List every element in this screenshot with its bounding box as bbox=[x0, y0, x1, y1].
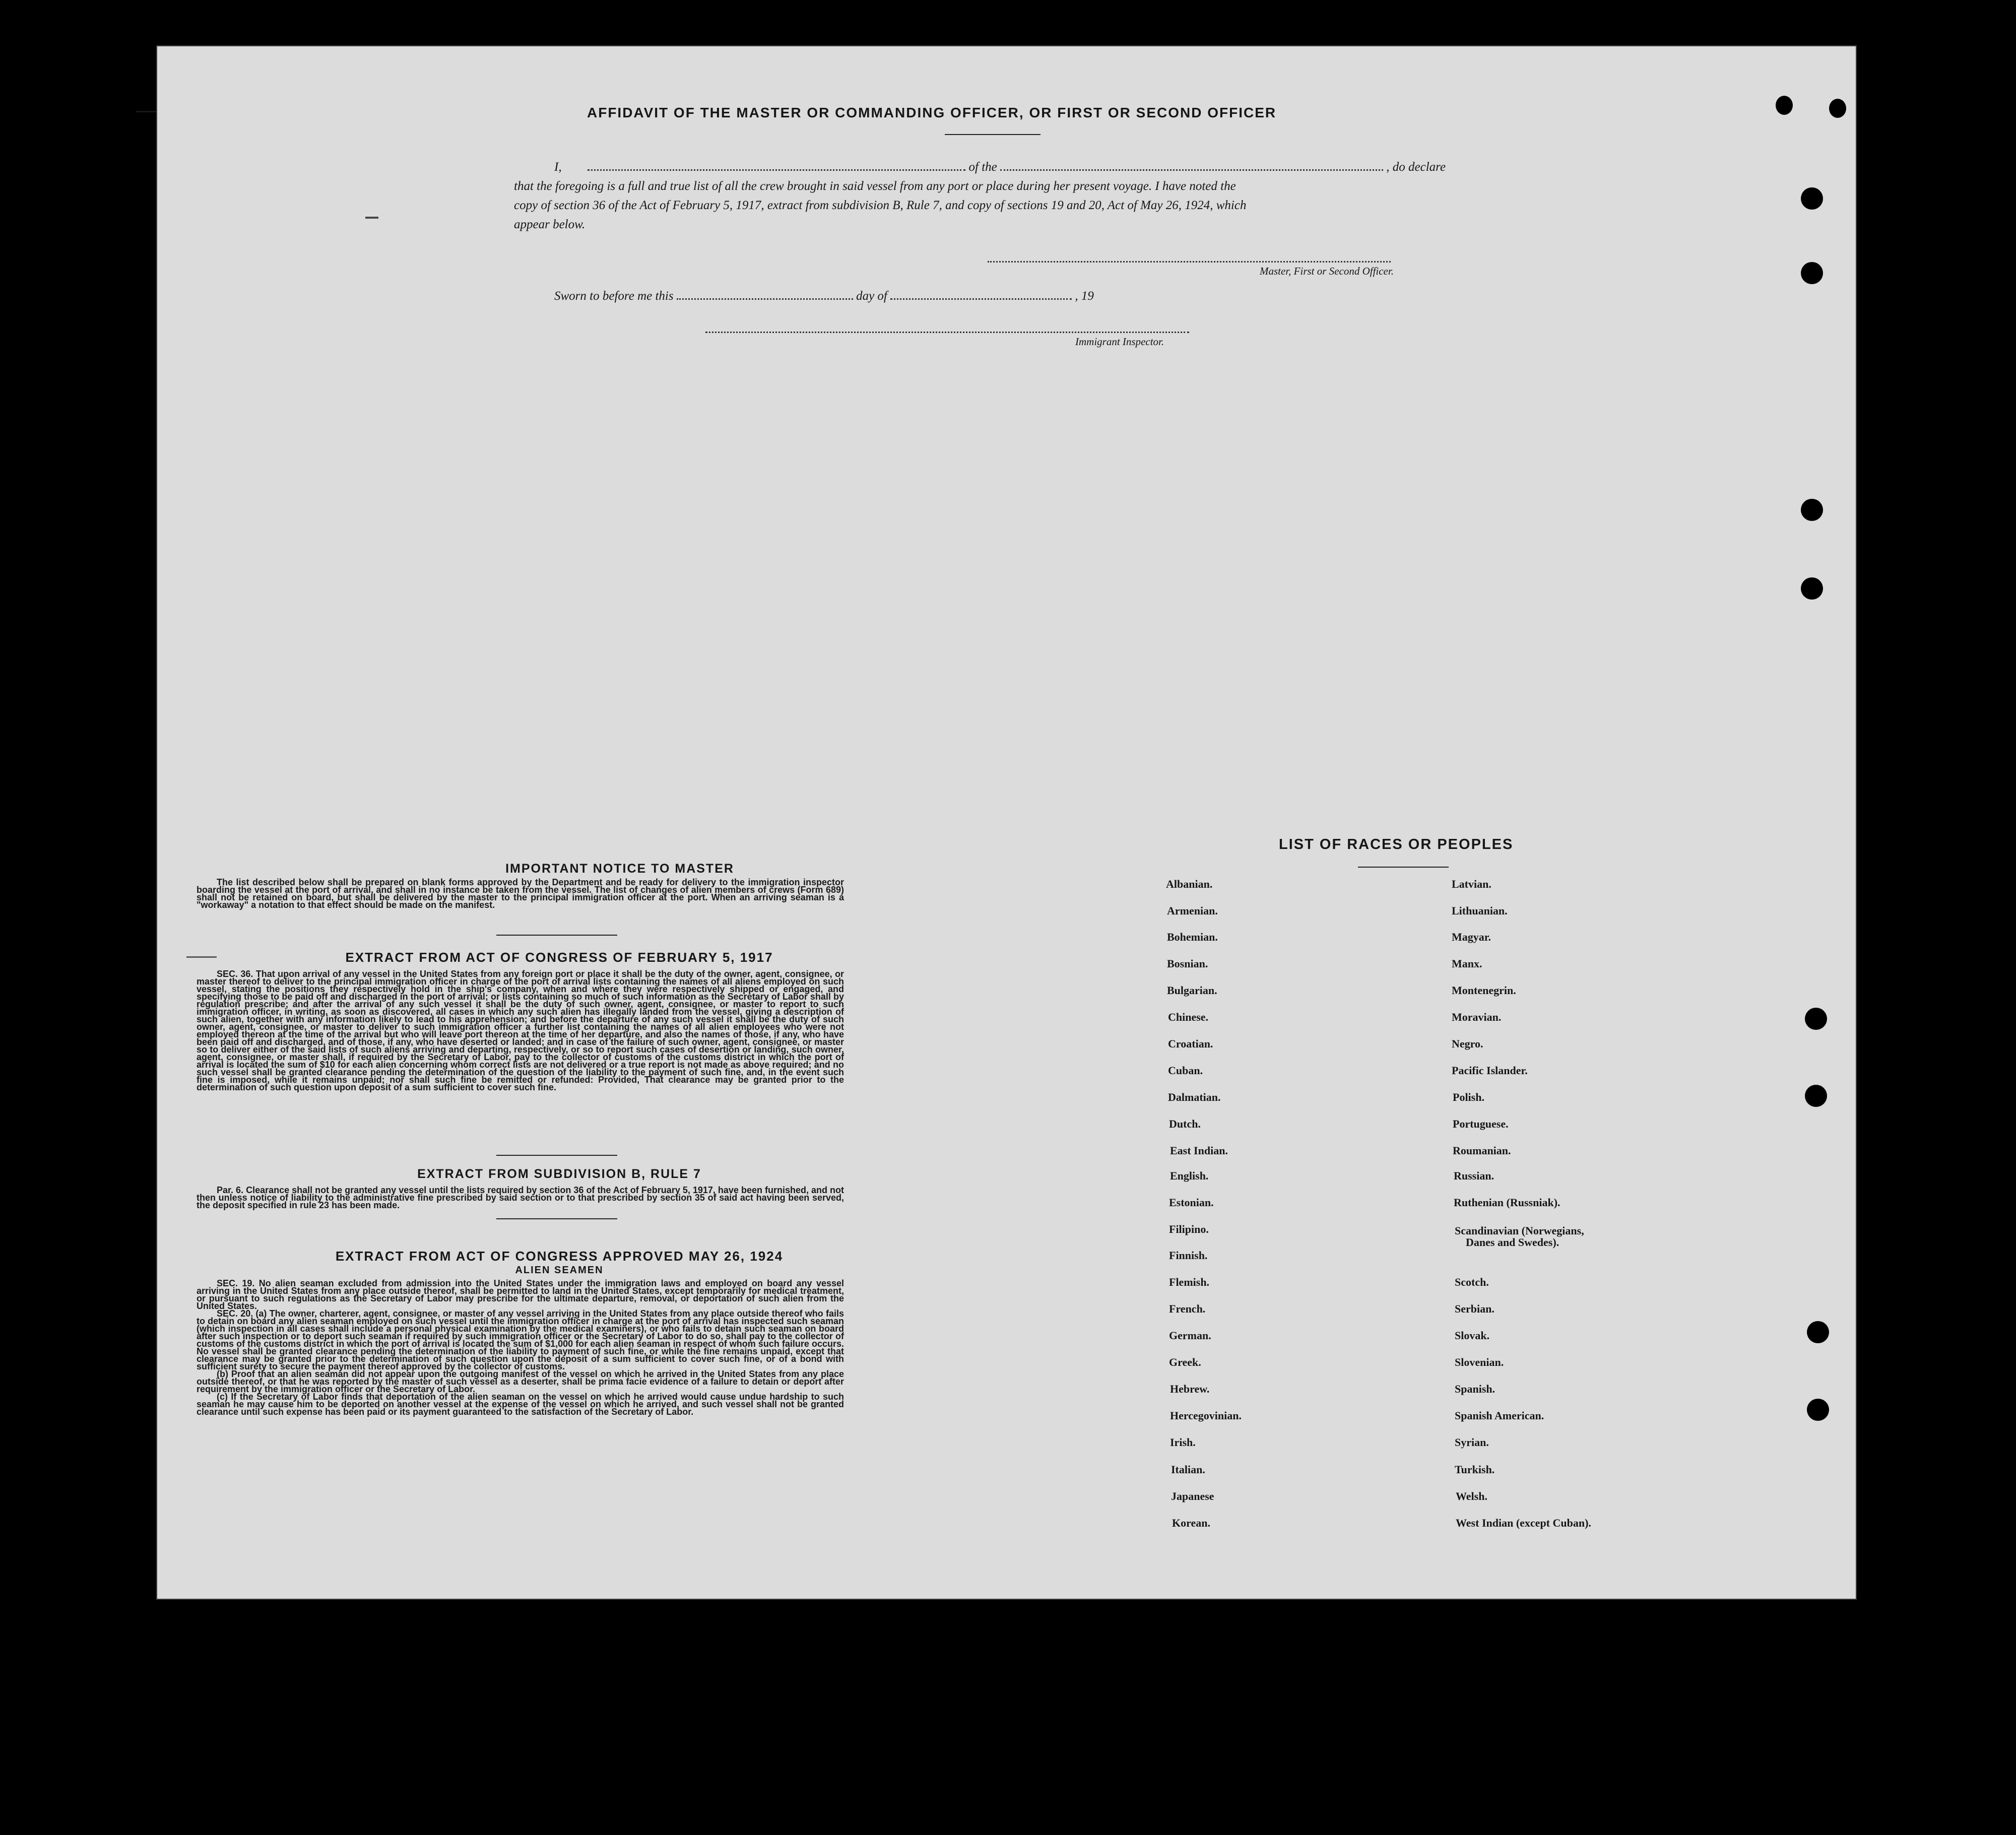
races-title: LIST OF RACES OR PEOPLES bbox=[1279, 836, 1514, 853]
race-left-10: Dutch. bbox=[1169, 1118, 1201, 1130]
race-right-9: Polish. bbox=[1453, 1091, 1484, 1103]
race-right-3: Magyar. bbox=[1452, 931, 1491, 943]
race-left-11: East Indian. bbox=[1170, 1144, 1228, 1157]
punch-hole bbox=[1805, 1085, 1827, 1107]
punch-hole bbox=[1801, 187, 1823, 210]
punch-hole bbox=[1829, 99, 1846, 118]
race-left-19: Greek. bbox=[1169, 1356, 1201, 1368]
extract-1924-body bbox=[197, 1280, 844, 1416]
form-page bbox=[156, 45, 1857, 1600]
race-left-6: Chinese. bbox=[1168, 1011, 1209, 1023]
race-right-1: Latvian. bbox=[1452, 878, 1491, 890]
race-right-4: Manx. bbox=[1452, 957, 1482, 970]
master-signature-caption: Master, First or Second Officer. bbox=[1260, 265, 1394, 277]
sworn-date-blank[interactable] bbox=[677, 298, 853, 300]
race-left-12: English. bbox=[1170, 1169, 1209, 1182]
affidavit-declare: , do declare bbox=[1386, 160, 1446, 174]
race-left-24: Japanese bbox=[1171, 1490, 1214, 1502]
affidavit-i: I, bbox=[554, 160, 562, 174]
rule7-title: EXTRACT FROM SUBDIVISION B, RULE 7 bbox=[417, 1167, 701, 1181]
stray-mark bbox=[136, 111, 156, 112]
race-right-18: Slovak. bbox=[1455, 1329, 1490, 1342]
affidavit-line-2: that the foregoing is a full and true list of all the crew brought in said vessel from any port or place during her present voyage. I have noted the bbox=[514, 179, 1236, 193]
sworn-day: day of bbox=[856, 289, 887, 303]
punch-hole bbox=[1807, 1321, 1829, 1343]
affidavit-title: AFFIDAVIT OF THE MASTER OR COMMANDING OFFICER, OR FIRST OR SECOND OFFICER bbox=[587, 105, 1277, 120]
extract-1924-title: EXTRACT FROM ACT OF CONGRESS APPROVED MAY 26, 1924 bbox=[335, 1249, 784, 1264]
rule7-rule bbox=[496, 1218, 617, 1219]
sec20a-text: SEC. 20. (a) The owner, charterer, agent, consignee, or master of any vessel arriving in the United States from any place outside thereof who fails to detain on board any alien seaman employed on such vessel until the immigration officer in charge at the port of arrival has inspected such seaman (which inspection in all cases shall include a personal physical examination by the medical examiners), or who fails to detain such seaman on board after such inspection or to deport such seaman if required by such immigration officer or the Secretary of Labor to do so, shall pay to the collector of customs of the customs district in which the port of arrival is located the sum of $1,000 for each alien seaman in respect of whom such failure occurs. No vessel shall be granted clearance pending the determination of the liability to payment of such fine, or while the fine remains unpaid, except that clearance may be granted prior to the determination of such question upon the deposit of a sum sufficient to cover such fine, or of a bond with sufficient surety to secure the payment thereof approved by the collector of customs. bbox=[197, 1308, 844, 1371]
race-left-15: Finnish. bbox=[1169, 1249, 1208, 1262]
affidavit-line-3: copy of section 36 of the Act of February 5, 1917, extract from subdivision B, Rule 7, and copy of sections 19 and 20, Act of May 26, 1924, which bbox=[514, 199, 1247, 212]
race-left-1: Albanian. bbox=[1166, 878, 1213, 890]
sec20b-text: (b) Proof that an alien seaman did not appear upon the outgoing manifest of the vessel on which he arrived in the United States from any place outside thereof, or that he was reported by the master of such vessel as a deserter, shall be prima facie evidence of a failure to detain or deport after requirement by the immigration officer or the Secretary of Labor. bbox=[197, 1369, 844, 1394]
race-right-25: West Indian (except Cuban). bbox=[1456, 1517, 1591, 1529]
sworn-month-blank[interactable] bbox=[890, 298, 1072, 300]
race-left-18: German. bbox=[1169, 1329, 1211, 1342]
punch-hole bbox=[1801, 577, 1823, 600]
race-left-13: Estonian. bbox=[1169, 1196, 1214, 1209]
race-right-22: Syrian. bbox=[1455, 1436, 1489, 1449]
race-right-10: Portuguese. bbox=[1453, 1118, 1509, 1130]
inspector-caption: Immigrant Inspector. bbox=[1075, 336, 1164, 348]
name-blank[interactable] bbox=[588, 169, 965, 171]
alien-seamen-subtitle: ALIEN SEAMEN bbox=[515, 1265, 604, 1276]
race-left-2: Armenian. bbox=[1167, 904, 1218, 917]
race-right-21: Spanish American. bbox=[1455, 1409, 1544, 1422]
stray-mark bbox=[186, 956, 217, 958]
race-right-12: Russian. bbox=[1454, 1169, 1494, 1182]
race-left-21: Hercegovinian. bbox=[1170, 1409, 1242, 1422]
race-left-16: Flemish. bbox=[1169, 1276, 1210, 1288]
race-left-14: Filipino. bbox=[1169, 1223, 1209, 1235]
race-right-14: Scandinavian (Norwegians, bbox=[1455, 1224, 1584, 1237]
punch-hole bbox=[1801, 262, 1823, 284]
race-right-2: Lithuanian. bbox=[1452, 904, 1508, 917]
sworn-prefix: Sworn to before me this bbox=[554, 289, 674, 303]
race-right-13: Ruthenian (Russniak). bbox=[1454, 1196, 1560, 1209]
race-left-3: Bohemian. bbox=[1167, 931, 1218, 943]
affidavit-line-4: appear below. bbox=[514, 218, 586, 231]
race-right-5: Montenegrin. bbox=[1452, 984, 1516, 997]
sec19-text: SEC. 19. No alien seaman excluded from admission into the United States under the immigration laws and employed on board any vessel arriving in the United States from any place outside thereof, shall be permitted to land in the United States, except temporarily for medical treatment, or pursuant to such regulations as the Secretary of Labor may prescribe for the ultimate departure, removal, or deportation of such alien from the United States. bbox=[197, 1278, 844, 1311]
punch-hole bbox=[1805, 1008, 1827, 1030]
race-left-25: Korean. bbox=[1172, 1517, 1210, 1529]
race-left-9: Dalmatian. bbox=[1168, 1091, 1221, 1103]
race-right-20: Spanish. bbox=[1455, 1383, 1495, 1395]
race-right-15: Danes and Swedes). bbox=[1466, 1236, 1559, 1249]
rule7-text: Par. 6. Clearance shall not be granted any vessel until the lists required by section 36 of the Act of February 5, 1917, have been furnished, and not then unless notice of liability to the administrative fine prescribed by said section or to that prescribed by section 35 of said act having been served, the deposit specified in rule 23 has been made. bbox=[197, 1185, 844, 1210]
inspector-signature-line[interactable] bbox=[705, 332, 1189, 333]
race-left-5: Bulgarian. bbox=[1167, 984, 1217, 997]
race-left-4: Bosnian. bbox=[1167, 957, 1208, 970]
affidavit-of-the: of the bbox=[968, 160, 997, 174]
extract-1917-text: SEC. 36. That upon arrival of any vessel in the United States from any foreign port or place it shall be the duty of the owner, agent, consignee, or master thereof to deliver to the principal immigration officer in charge of the port of arrival lists containing the names of all aliens employed on such vessel, stating the positions they respectively hold in the ship's company, when and where they were respectively shipped or engaged, and specifying those to be paid off and discharged in the port of arrival; or lists containing so much of such information as the Secretary of Labor shall by regulation prescribe; and after the arrival of any such vessel it shall be the duty of such owner, agent, consignee, or master to report to such immigration officer, in writing, as soon as discovered, all cases in which any such alien has illegally landed from the vessel, giving a description of such alien, together with any information likely to lead to his apprehension; and before the departure of any such vessel it shall be the duty of such owner, agent, consignee, or master to deliver to such immigration officer a further list containing the names of all alien employees who were not employed thereon at the time of the arrival but who will leave port thereon at the time of her departure, and also the names of those, if any, who have been paid off and discharged, and of those, if any, who have deserted or landed; and in case of the failure of such owner, agent, consignee, or master so to deliver either of the said lists of such aliens arriving and departing, respectively, or so to report such cases of desertion or landing, such owner, agent, consignee, or master shall, if required by the Secretary of Labor, pay to the collector of customs of the customs district in which the port of arrival is located the sum of $10 for each alien concerning whom correct lists are not delivered or a true report is not made as above required; and no such vessel shall be granted clearance pending the determination of the question of the liability to the payment of such fine, and, in the event such fine is imposed, while it remains unpaid; nor shall such fine be remitted or refunded: Provided, That clearance may be granted prior to the determination of such question upon deposit of a sum sufficient to cover such fine. bbox=[197, 969, 844, 1092]
notice-text: The list described below shall be prepared on blank forms approved by the Department and be ready for delivery to the immigration inspector boarding the vessel at the port of arrival, and shall in no instance be taken from the vessel. The list of changes of alien members of crews (Form 689) shall not be retained on board, but shall be delivered by the master to the principal immigration officer at the port. When an arriving seaman is a "workaway" a notation to that effect should be made on the manifest. bbox=[197, 877, 844, 910]
notice-title: IMPORTANT NOTICE TO MASTER bbox=[505, 862, 734, 876]
race-left-20: Hebrew. bbox=[1170, 1383, 1210, 1395]
punch-hole bbox=[1801, 499, 1823, 521]
race-left-22: Irish. bbox=[1170, 1436, 1196, 1449]
punch-hole bbox=[1776, 96, 1793, 115]
race-left-23: Italian. bbox=[1171, 1463, 1205, 1476]
race-left-17: French. bbox=[1169, 1302, 1206, 1315]
race-left-8: Cuban. bbox=[1168, 1064, 1203, 1077]
extract-1917-title: EXTRACT FROM ACT OF CONGRESS OF FEBRUARY 5, 1917 bbox=[345, 950, 773, 965]
sworn-year: , 19 bbox=[1075, 289, 1094, 303]
rule7-body bbox=[197, 1187, 844, 1209]
race-right-23: Turkish. bbox=[1455, 1463, 1495, 1476]
sec20c-text: (c) If the Secretary of Labor finds that deportation of the alien seaman on the vessel on which he arrived would cause undue hardship to such seaman he may cause him to be deported on another vessel at the expense of the vessel on which he arrived, and such vessel shall not be granted clearance until such expense has been paid or its payment guaranteed to the satisfaction of the Secretary of Labor. bbox=[197, 1392, 844, 1417]
race-right-19: Slovenian. bbox=[1455, 1356, 1504, 1368]
title-rule bbox=[945, 134, 1040, 135]
sworn-line bbox=[554, 289, 1094, 303]
race-left-7: Croatian. bbox=[1168, 1037, 1213, 1050]
extract-1917-rule bbox=[496, 1155, 617, 1156]
race-right-24: Welsh. bbox=[1456, 1490, 1487, 1502]
race-right-16: Scotch. bbox=[1455, 1276, 1489, 1288]
race-right-8: Pacific Islander. bbox=[1452, 1064, 1528, 1077]
punch-hole bbox=[1807, 1399, 1829, 1421]
vessel-blank[interactable] bbox=[1000, 169, 1383, 171]
race-right-7: Negro. bbox=[1452, 1037, 1483, 1050]
affidavit-line-1 bbox=[554, 160, 1446, 174]
race-right-6: Moravian. bbox=[1452, 1011, 1502, 1023]
races-rule bbox=[1358, 867, 1449, 868]
master-signature-line[interactable] bbox=[988, 261, 1391, 263]
notice-body bbox=[197, 879, 844, 909]
race-right-11: Roumanian. bbox=[1453, 1144, 1511, 1157]
extract-1917-body bbox=[197, 970, 844, 1091]
stray-mark bbox=[365, 217, 378, 219]
notice-rule bbox=[496, 935, 617, 936]
race-right-17: Serbian. bbox=[1455, 1302, 1494, 1315]
